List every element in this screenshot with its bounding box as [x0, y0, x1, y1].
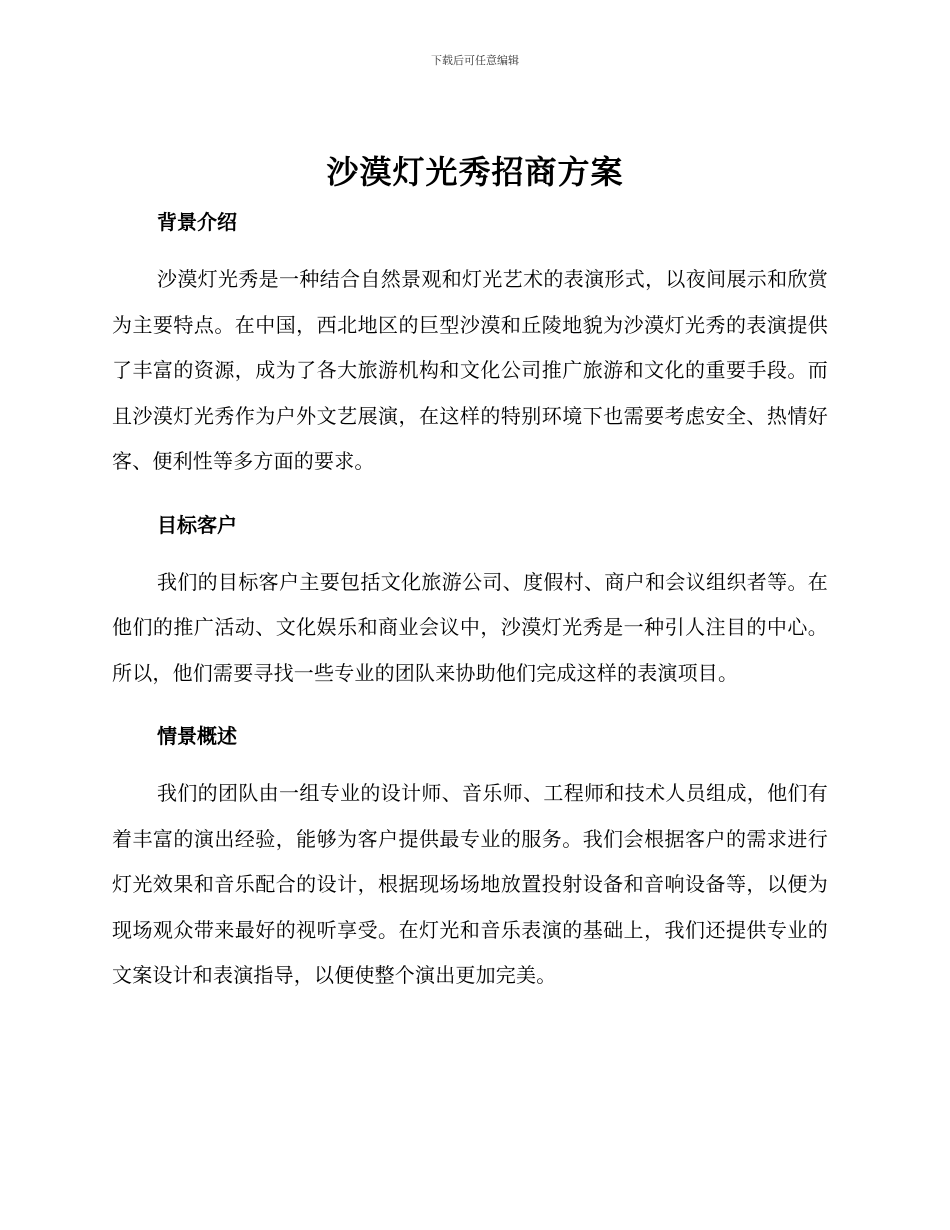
section-paragraph: 我们的团队由一组专业的设计师、音乐师、工程师和技术人员组成，他们有着丰富的演出经验，能够为客户提供最专业的服务。我们会根据客户的需求进行灯光效果和音乐配合的设计，根据现场场地放置投射设备和音响设备等，以便为现场观众带来最好的视听享受。在灯光和音乐表演的基础上，我们还提供专业的文案设计和表演指导，以便使整个演出更加完美。: [112, 781, 828, 987]
section-paragraph: 沙漠灯光秀是一种结合自然景观和灯光艺术的表演形式，以夜间展示和欣赏为主要特点。在中国，西北地区的巨型沙漠和丘陵地貌为沙漠灯光秀的表演提供了丰富的资源，成为了各大旅游机构和文化公司推广旅游和文化的重要手段。而且沙漠灯光秀作为户外文艺展演，在这样的特别环境下也需要考虑安全、热情好客、便利性等多方面的要求。: [112, 267, 828, 473]
section-paragraph: 我们的目标客户主要包括文化旅游公司、度假村、商户和会议组织者等。在他们的推广活动、文化娱乐和商业会议中，沙漠灯光秀是一种引人注目的中心。所以，他们需要寻找一些专业的团队来协助他们完成这样的表演项目。: [112, 569, 828, 685]
section-target-customers: [112, 505, 828, 697]
section-background: [112, 202, 828, 485]
section-heading: 情景概述: [157, 724, 237, 748]
section-scenario-overview: [112, 716, 828, 999]
document-content: [112, 202, 828, 1019]
section-heading: 背景介绍: [157, 210, 237, 234]
header-note: 下载后可任意编辑: [431, 54, 519, 67]
section-heading: 目标客户: [157, 512, 237, 537]
document-title: 沙漠灯光秀招商方案: [326, 153, 624, 191]
